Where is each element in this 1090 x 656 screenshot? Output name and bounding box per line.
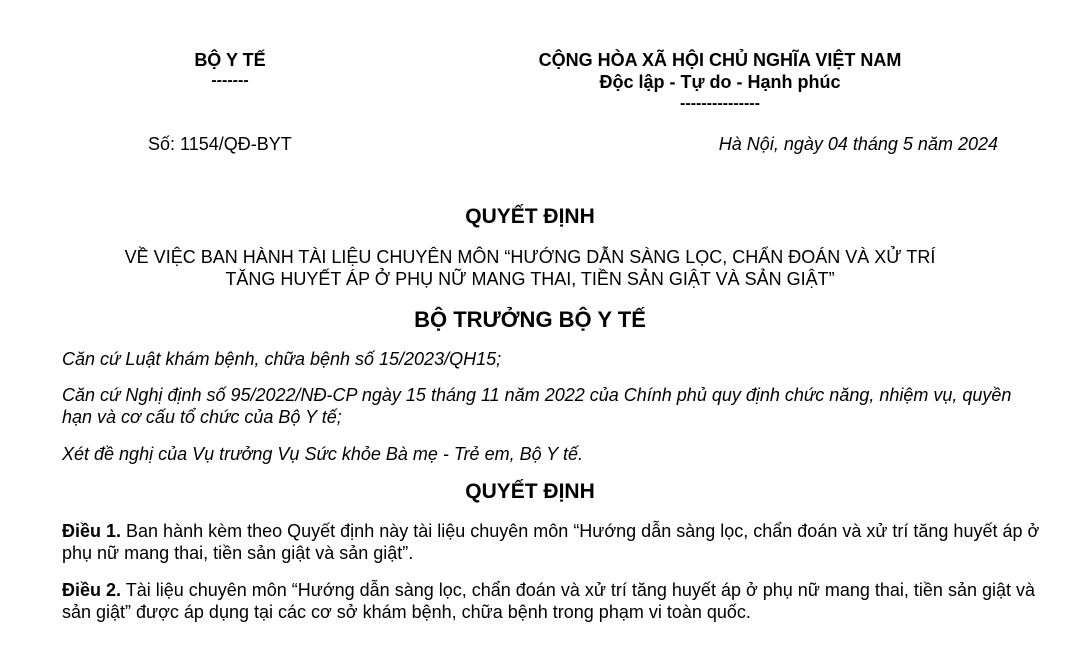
motto-divider: ---------------: [680, 95, 760, 112]
legal-basis-1: Căn cứ Luật khám bệnh, chữa bệnh số 15/2023/QH15;: [62, 349, 502, 369]
ministry-divider: -------: [211, 72, 249, 89]
issuing-authority: BỘ TRƯỞNG BỘ Y TẾ: [414, 307, 646, 332]
republic-name: CỘNG HÒA XÃ HỘI CHỦ NGHĨA VIỆT NAM: [538, 50, 902, 70]
article-1-text: Ban hành kèm theo Quyết định này tài liệu chuyên môn “Hướng dẫn sàng lọc, chẩn đoán và xử trí tăng huyết áp ở phụ nữ mang thai, tiền sản giật và sản giật”.: [62, 521, 1040, 563]
document-type-title: QUYẾT ĐỊNH: [465, 205, 595, 228]
ministry-name: BỘ Y TẾ: [194, 50, 266, 70]
legal-basis-2: Căn cứ Nghị định số 95/2022/NĐ-CP ngày 15 tháng 11 năm 2022 của Chính phủ quy định chức năng, nhiệm vụ, quyền hạn và cơ cấu tổ chức của Bộ Y tế;: [62, 385, 1012, 427]
article-1-label: Điều 1.: [62, 521, 122, 541]
subject-line-1: VỀ VIỆC BAN HÀNH TÀI LIỆU CHUYÊN MÔN “HƯỚNG DẪN SÀNG LỌC, CHẨN ĐOÁN VÀ XỬ TRÍ: [124, 247, 936, 267]
article-2-text: Tài liệu chuyên môn “Hướng dẫn sàng lọc, chẩn đoán và xử trí tăng huyết áp ở phụ nữ mang thai, tiền sản giật và sản giật” được áp dụng tại các cơ sở khám bệnh, chữa bệnh trong phạm vi toàn quốc.: [62, 580, 1035, 622]
national-motto: Độc lập - Tự do - Hạnh phúc: [599, 72, 841, 92]
subject-line-2: TĂNG HUYẾT ÁP Ở PHỤ NỮ MANG THAI, TIỀN SẢN GIẬT VÀ SẢN GIẬT”: [225, 269, 835, 289]
place-date: Hà Nội, ngày 04 tháng 5 năm 2024: [718, 134, 998, 154]
decision-title: QUYẾT ĐỊNH: [465, 480, 595, 503]
document-number: Số: 1154/QĐ-BYT: [148, 134, 292, 154]
article-2-label: Điều 2.: [62, 580, 122, 600]
article-1: [62, 520, 1042, 564]
legal-basis-3: Xét đề nghị của Vụ trưởng Vụ Sức khỏe Bà mẹ - Trẻ em, Bộ Y tế.: [62, 444, 583, 464]
article-2: [62, 579, 1042, 623]
